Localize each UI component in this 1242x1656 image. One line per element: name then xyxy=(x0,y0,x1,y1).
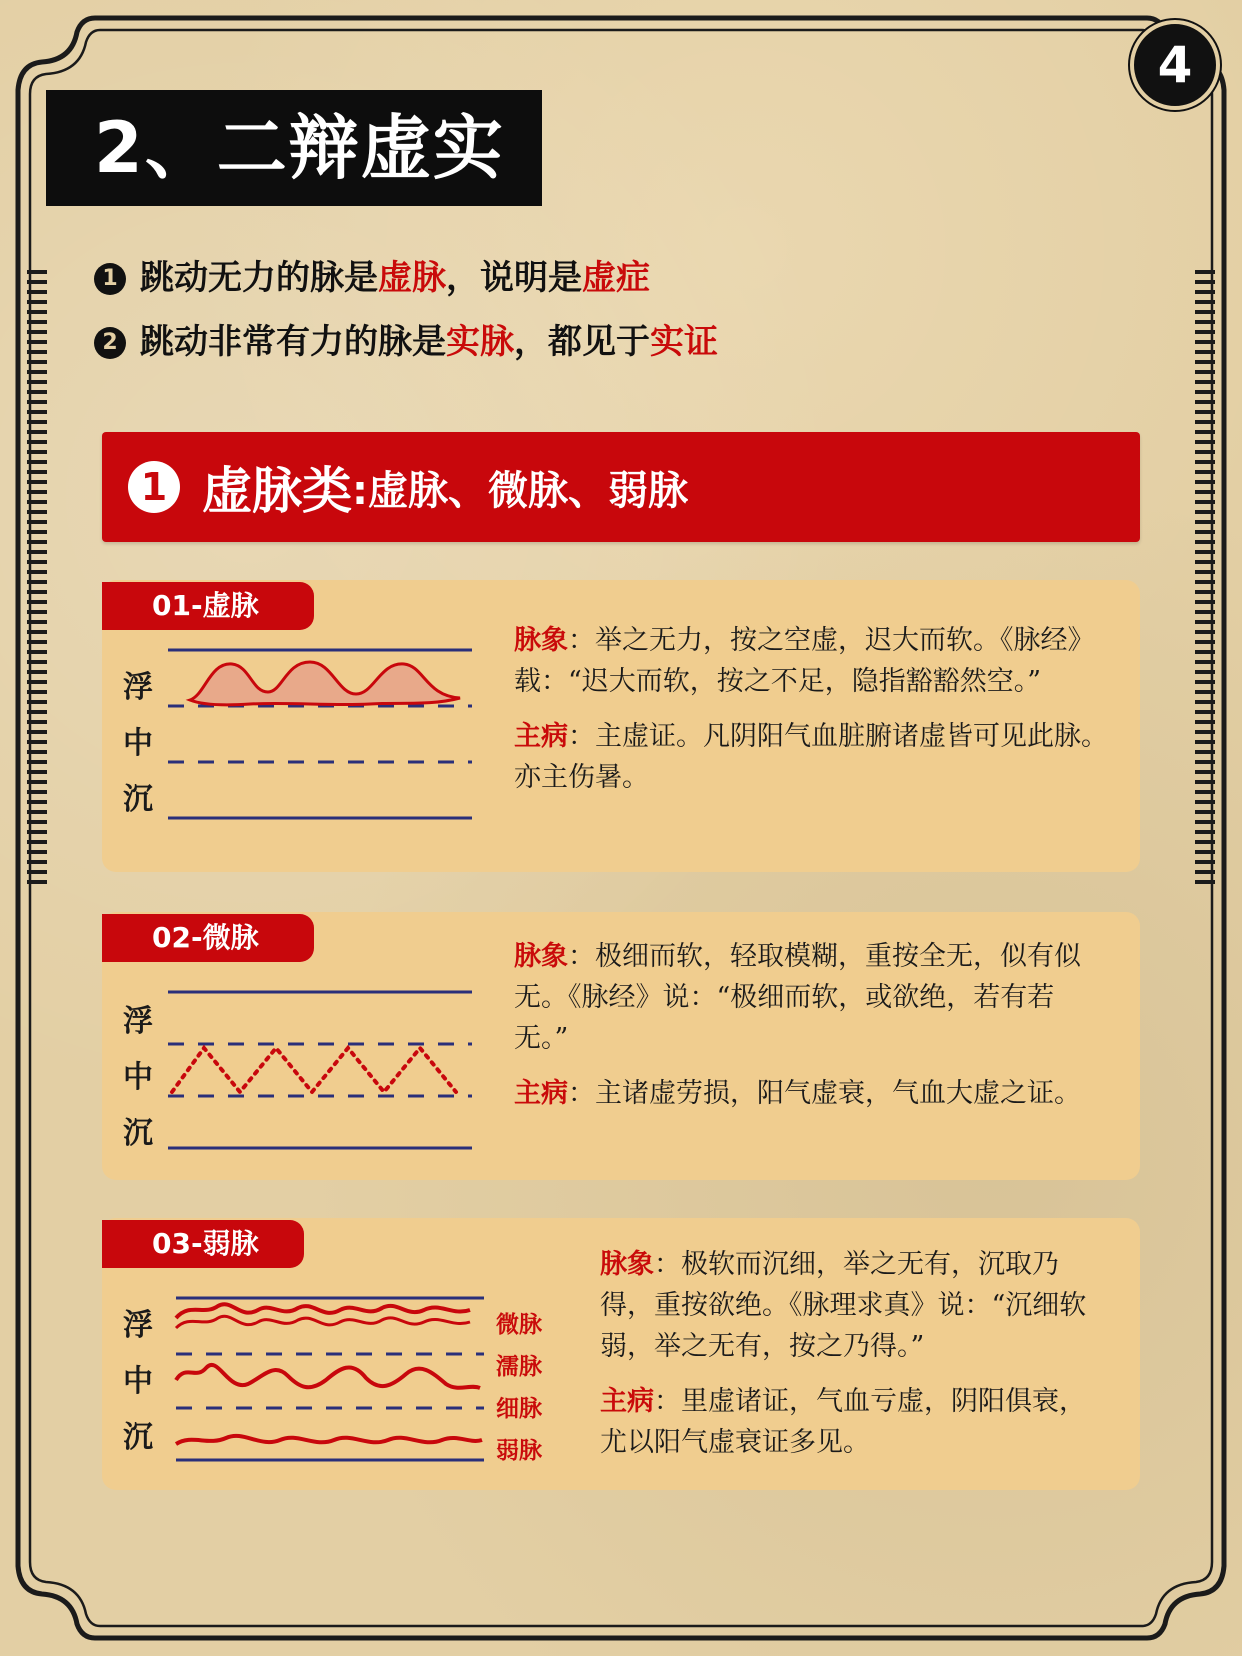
page-number-badge: 4 xyxy=(1130,20,1220,110)
bing-text-ruo: ：里虚诸证，气血亏虚，阴阳俱衰，尤以阳气虚衰证多见。 xyxy=(600,1386,1086,1458)
level-chen: 沉 xyxy=(123,1420,153,1455)
wave-label-xi: 细脉 xyxy=(496,1395,542,1422)
wave-label-ru: 濡脉 xyxy=(496,1353,542,1380)
card-tab-xu: 01-虚脉 xyxy=(102,582,314,630)
wave-label-wei: 微脉 xyxy=(496,1311,542,1338)
banner-title: 虚脉类 xyxy=(202,462,352,520)
section-banner xyxy=(102,432,1140,542)
pulse-diagram-wei xyxy=(160,980,480,1160)
pulse-diagram-ruo xyxy=(170,1288,490,1468)
bing-text-wei: ：主诸虚劳损，阳气虚衰，气血大虚之证。 xyxy=(568,1078,1081,1109)
point-number-1: 1 xyxy=(94,263,126,295)
xiang-text-ruo: ：极软而沉细，举之无有，沉取乃得，重按欲绝。《脉理求真》说：“沉细软弱，举之无有，按之乃得。” xyxy=(600,1249,1087,1362)
level-fu: 浮 xyxy=(123,1308,153,1343)
point-2-highlight-2: 实证 xyxy=(650,322,718,362)
page-title: 2、二辩虚实 xyxy=(46,90,542,206)
point-1-pre: 跳动无力的脉是 xyxy=(140,258,378,298)
card-tab-wei: 02-微脉 xyxy=(102,914,314,962)
xiang-text-xu: ：举之无力，按之空虚，迟大而软。《脉经》载：“迟大而软，按之不足，隐指豁豁然空。” xyxy=(514,625,1095,697)
level-fu: 浮 xyxy=(123,1004,153,1039)
xiang-label-wei: 脉象 xyxy=(514,941,568,972)
bing-text-xu: ：主虚证。凡阴阳气血脏腑诸虚皆可见此脉。亦主伤暑。 xyxy=(514,721,1108,793)
xiang-label-ruo: 脉象 xyxy=(600,1249,654,1280)
level-zhong: 中 xyxy=(123,1060,153,1095)
bing-label-xu: 主病 xyxy=(514,721,568,752)
point-1-highlight-1: 虚脉 xyxy=(378,258,446,298)
pulse-desc-ruo xyxy=(600,1244,1108,1477)
level-zhong: 中 xyxy=(123,1364,153,1399)
bing-label-ruo: 主病 xyxy=(600,1386,654,1417)
xiang-label-xu: 脉象 xyxy=(514,625,568,656)
key-point-2 xyxy=(94,314,718,363)
level-fu: 浮 xyxy=(123,670,153,705)
point-1-mid: ，说明是 xyxy=(446,258,582,298)
xiang-text-wei: ：极细而软，轻取模糊，重按全无，似有似无。《脉经》说：“极细而软，或欲绝，若有若无。” xyxy=(514,941,1081,1054)
banner-number: 1 xyxy=(128,461,180,513)
point-2-mid: ，都见于 xyxy=(514,322,650,362)
key-point-1 xyxy=(94,250,650,299)
point-1-highlight-2: 虚症 xyxy=(582,258,650,298)
level-chen: 沉 xyxy=(123,1116,153,1151)
bing-label-wei: 主病 xyxy=(514,1078,568,1109)
point-number-2: 2 xyxy=(94,327,126,359)
point-2-highlight-1: 实脉 xyxy=(446,322,514,362)
pulse-diagram-xu xyxy=(160,640,480,830)
wave-label-ruo: 弱脉 xyxy=(496,1437,542,1464)
banner-subtitle: :虚脉、微脉、弱脉 xyxy=(352,467,688,514)
level-chen: 沉 xyxy=(123,782,153,817)
pulse-desc-wei xyxy=(514,936,1108,1128)
card-tab-ruo: 03-弱脉 xyxy=(102,1220,304,1268)
point-2-pre: 跳动非常有力的脉是 xyxy=(140,322,446,362)
pulse-desc-xu xyxy=(514,620,1108,812)
level-zhong: 中 xyxy=(123,726,153,761)
